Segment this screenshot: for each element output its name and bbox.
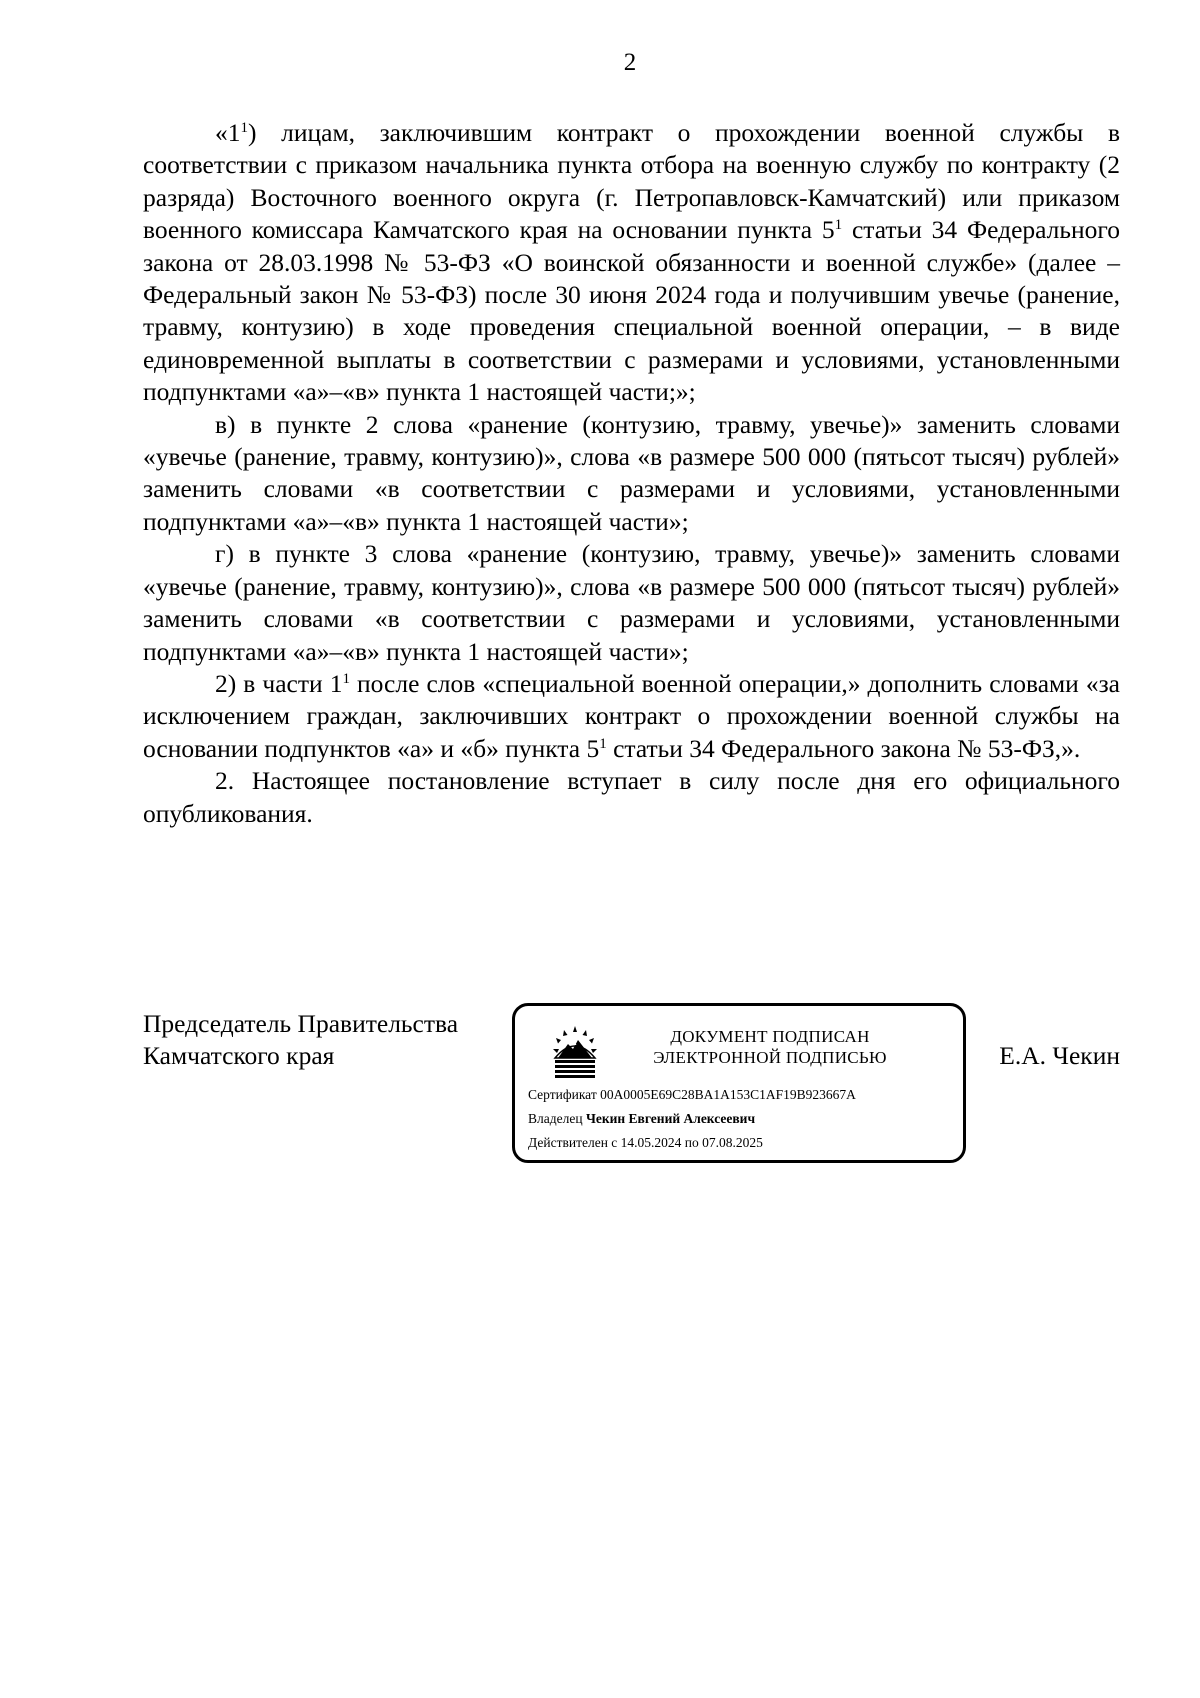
p1-superscript-1: 1 (240, 120, 248, 136)
paragraph-g: г) в пункте 3 слова «ранение (контузию, травму, увечье)» заменить словами «увечье (ранение, травму, контузию)», слова «в размере 500 000 (пятьсот тысяч) рублей» заменить словами «в соответствии с размерами и условиями, установленными подпунктами «а»–«в» пункта 1 настоящей части»; (143, 539, 1120, 666)
owner-name: Чекин Евгений Алексеевич (585, 1111, 756, 1126)
valid-from-date: 14.05.2024 (620, 1135, 682, 1150)
document-body (143, 117, 1120, 830)
electronic-signature-stamp (512, 1003, 966, 1163)
paragraph-2 (143, 668, 1120, 765)
p1-text-b: ) лицам, заключившим контракт о прохождении военной службы в соответствии с приказом начальника пункта отбора на военную службу по контракту (2 разряда) Восточного военного округа (г. Петропавловск-Камчатский) или приказом военного комиссара Камчатского края на основании пункта 5 (143, 118, 1120, 245)
signer-name: Е.А. Чекин (999, 1041, 1120, 1070)
p4-text-a: 2) в части 1 (215, 668, 343, 698)
signer-title-line-1: Председатель Правительства (143, 1009, 459, 1038)
p4-text-b: после слов «специальной военной операции,» дополнить словами «за исключением граждан, заключивших контракт о прохождении военной службы на основании подпунктов «а» и «б» пункта 5 (143, 668, 1120, 763)
p1-text-a: «1 (215, 118, 241, 147)
p4-text-c: статьи 34 Федерального закона № 53-ФЗ,». (606, 733, 1081, 763)
page-number: 2 (623, 49, 637, 76)
paragraph-1-1 (143, 117, 1120, 409)
p4-superscript-1: 1 (342, 670, 350, 687)
stamp-heading (625, 1026, 915, 1068)
stamp-certificate (528, 1086, 856, 1104)
p4-superscript-2: 1 (599, 735, 607, 752)
valid-from-label: Действителен с (528, 1135, 618, 1150)
signer-title-line-2: Камчатского края (143, 1041, 335, 1070)
stamp-owner (528, 1110, 755, 1128)
valid-to-label: по (684, 1135, 699, 1150)
owner-label: Владелец (528, 1111, 583, 1126)
stamp-validity (528, 1134, 763, 1152)
stamp-heading-line-1: ДОКУМЕНТ ПОДПИСАН (670, 1027, 870, 1046)
p1-text-c: статьи 34 Федерального закона от 28.03.1998 № 53-ФЗ «О воинской обязанности и военной службе» (далее – Федеральный закон № 53-ФЗ) после 30 июня 2024 года и получившим увечье (ранение, травму, контузию) в ходе проведения специальной военной операции, – в виде единовременной выплаты в соответствии с размерами и условиями, установленными подпунктами «а»–«в» пункта 1 настоящей части;»; (143, 215, 1120, 407)
stamp-heading-line-2: ЭЛЕКТРОННОЙ ПОДПИСЬЮ (653, 1048, 887, 1067)
signer-title (143, 1008, 458, 1072)
paragraph-effective-date: 2. Настоящее постановление вступает в силу после дня его официального опубликования. (143, 766, 1120, 828)
certificate-number: 00A0005E69C28BA1A153C1AF19B923667A (600, 1087, 856, 1102)
p1-superscript-2: 1 (834, 217, 843, 234)
kamchatka-emblem-icon (550, 1024, 600, 1080)
paragraph-v: в) в пункте 2 слова «ранение (контузию, травму, увечье)» заменить словами «увечье (ранение, травму, контузию)», слова «в размере 500 000 (пятьсот тысяч) рублей» заменить словами «в соответствии с размерами и условиями, установленными подпунктами «а»–«в» пункта 1 настоящей части»; (143, 409, 1120, 536)
valid-to-date: 07.08.2025 (702, 1135, 763, 1150)
certificate-label: Сертификат (528, 1087, 597, 1102)
